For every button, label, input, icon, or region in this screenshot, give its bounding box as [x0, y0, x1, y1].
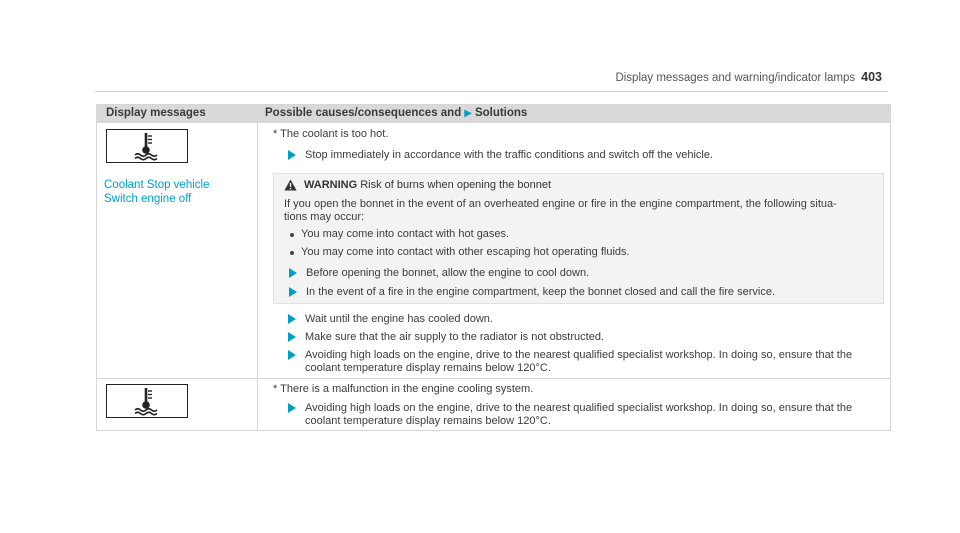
solution-step: Stop immediately in accordance with the traffic conditions and switch off the vehicle.	[305, 149, 714, 161]
row-divider	[97, 378, 890, 379]
header-rule	[95, 91, 888, 92]
running-head-title: Display messages and warning/indicator lamps	[615, 72, 856, 84]
warning-label: WARNING	[304, 179, 358, 191]
coolant-temperature-icon	[106, 384, 188, 418]
message-line: Switch engine off	[104, 193, 192, 205]
solution-step: Avoiding high loads on the engine, drive to the nearest qualified specialist workshop. In doing so, ensure that the	[305, 349, 853, 361]
header-solutions: Solutions	[474, 107, 528, 119]
play-arrow-icon	[288, 350, 296, 360]
display-messages-table	[96, 104, 891, 431]
solution-step: Wait until the engine has cooled down.	[305, 313, 493, 325]
bullet-icon	[290, 251, 294, 255]
warning-box	[273, 173, 884, 304]
play-arrow-icon	[288, 403, 296, 413]
solution-step-continued: coolant temperature display remains below 120°C.	[305, 362, 551, 374]
warning-step: Before opening the bonnet, allow the engine to cool down.	[306, 267, 590, 279]
cause-text: * There is a malfunction in the engine cooling system.	[273, 383, 534, 395]
cause-text: * The coolant is too hot.	[273, 128, 389, 140]
warning-bullet: You may come into contact with other escaping hot operating fluids.	[301, 246, 630, 258]
solution-step: Avoiding high loads on the engine, drive to the nearest qualified specialist workshop. In doing so, ensure that the	[305, 402, 853, 414]
play-arrow-icon	[288, 314, 296, 324]
warning-body-line: If you open the bonnet in the event of an overheated engine or fire in the engine compartment, the following situa-	[284, 198, 837, 210]
warning-body-line: tions may occur:	[284, 211, 365, 223]
warning-step: In the event of a fire in the engine compartment, keep the bonnet closed and call the fire service.	[306, 286, 776, 298]
solution-step: Make sure that the air supply to the radiator is not obstructed.	[305, 331, 604, 343]
play-arrow-icon: ▶	[464, 108, 472, 119]
message-line: Coolant Stop vehicle	[104, 179, 210, 191]
display-message	[104, 178, 209, 206]
play-arrow-icon	[289, 268, 297, 278]
page-number: 403	[861, 70, 882, 84]
play-arrow-icon	[288, 332, 296, 342]
play-arrow-icon	[289, 287, 297, 297]
play-arrow-icon	[288, 150, 296, 160]
column-divider	[257, 105, 258, 430]
solution-step-continued: coolant temperature display remains below 120°C.	[305, 415, 551, 427]
warning-bullet: You may come into contact with hot gases.	[301, 228, 510, 240]
warning-triangle-icon	[284, 179, 297, 191]
header-causes-solutions	[265, 107, 527, 119]
coolant-temperature-icon	[106, 129, 188, 163]
warning-heading	[304, 179, 551, 191]
table-header	[97, 105, 890, 123]
bullet-icon	[290, 233, 294, 237]
header-possible-causes: Possible causes/consequences and	[265, 107, 462, 119]
warning-title: Risk of burns when opening the bonnet	[360, 179, 552, 191]
header-display-messages: Display messages	[106, 107, 206, 119]
running-head	[615, 70, 882, 84]
